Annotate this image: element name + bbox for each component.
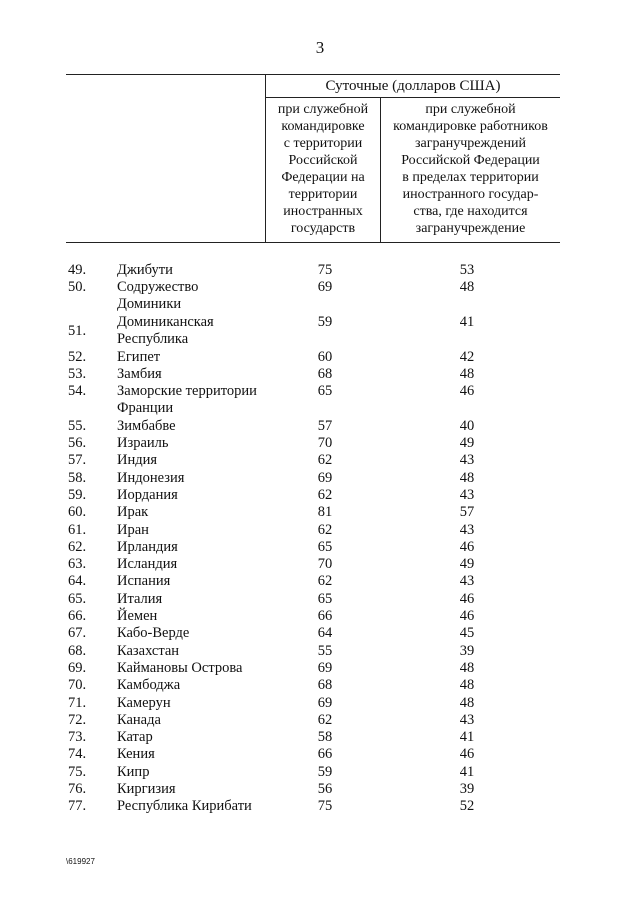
value-territory: 70 [317, 556, 333, 573]
country-name-line: Йемен [117, 608, 158, 624]
header-top-rule [66, 74, 560, 75]
table-row [0, 349, 640, 366]
row-number: 54. [68, 383, 87, 400]
row-number: 77. [68, 798, 87, 815]
header-line: ства, где находится [413, 204, 528, 219]
footer-code: \619927 [66, 857, 95, 866]
country-name-line: Индонезия [117, 469, 185, 486]
country-name [117, 695, 267, 712]
table-row [0, 573, 640, 590]
country-name [117, 539, 267, 556]
row-number: 66. [68, 608, 87, 624]
header-line: загранучреждение [415, 221, 526, 236]
table-row [0, 279, 640, 314]
country-name [117, 764, 267, 781]
table-row [0, 435, 640, 452]
table-row [0, 470, 640, 487]
value-mission: 46 [459, 608, 475, 624]
country-name [117, 712, 267, 729]
row-number: 59. [68, 486, 87, 503]
row-number: 75. [68, 763, 87, 780]
value-mission: 53 [459, 262, 475, 278]
value-territory: 64 [317, 625, 333, 642]
table-row [0, 712, 640, 729]
country-name [117, 349, 267, 366]
value-territory: 62 [317, 573, 333, 590]
table-row [0, 764, 640, 781]
header-line: при служебной [425, 102, 516, 117]
country-name-line: Зимбабве [117, 417, 176, 434]
value-mission: 46 [459, 383, 475, 400]
country-name-line: Джибути [117, 262, 173, 278]
value-territory: 66 [317, 608, 333, 624]
country-name-line: Заморские территории [117, 383, 257, 400]
value-territory: 59 [317, 763, 333, 780]
country-name [117, 608, 267, 625]
country-name-line: Египет [117, 348, 161, 365]
table-row [0, 262, 640, 279]
table-row [0, 746, 640, 763]
value-territory: 70 [317, 435, 333, 451]
header-line: в пределах территории [402, 170, 539, 185]
value-mission: 43 [459, 573, 475, 590]
row-number: 60. [68, 504, 87, 521]
row-number: 49. [68, 262, 87, 278]
value-mission: 43 [459, 521, 475, 538]
country-name [117, 781, 267, 798]
value-mission: 52 [459, 798, 475, 815]
row-number: 61. [68, 521, 87, 538]
country-name-line: Испания [117, 573, 171, 590]
country-name-line: Катар [117, 729, 153, 746]
header-sub-rule [265, 97, 560, 98]
country-name-line: Франции [117, 400, 174, 417]
header-line: иностранного государ- [402, 187, 539, 202]
value-mission: 48 [459, 469, 475, 486]
value-mission: 48 [459, 694, 475, 711]
value-mission: 39 [459, 781, 475, 797]
country-name [117, 487, 267, 504]
row-number: 64. [68, 573, 87, 590]
value-mission: 57 [459, 504, 475, 521]
value-territory: 57 [317, 417, 333, 434]
country-name-line: Иран [117, 521, 149, 538]
table-row [0, 660, 640, 677]
row-number: 73. [68, 729, 87, 746]
value-territory: 75 [317, 262, 333, 278]
table-row [0, 591, 640, 608]
value-territory: 65 [317, 538, 333, 555]
table-row [0, 452, 640, 469]
header-line: командировке работников [393, 119, 548, 134]
value-mission: 46 [459, 746, 475, 763]
value-territory: 81 [317, 504, 333, 521]
row-number: 76. [68, 781, 87, 797]
country-name-line: Италия [117, 590, 163, 607]
table-row [0, 695, 640, 712]
value-territory: 69 [317, 469, 333, 486]
page-number: 3 [315, 38, 325, 57]
table-row [0, 539, 640, 556]
header-line: территории [288, 187, 358, 202]
value-territory: 66 [317, 746, 333, 763]
row-number: 67. [68, 625, 87, 642]
value-territory: 65 [317, 590, 333, 607]
value-mission: 48 [459, 659, 475, 676]
country-name [117, 643, 267, 660]
value-mission: 43 [459, 486, 475, 503]
row-number: 56. [68, 435, 87, 451]
table-row [0, 487, 640, 504]
value-mission: 40 [459, 417, 475, 434]
country-name-line: Каймановы Острова [117, 659, 243, 676]
country-name [117, 435, 267, 452]
table-row [0, 383, 640, 418]
header-line: государств [290, 221, 356, 236]
country-name-line: Камбоджа [117, 677, 181, 694]
value-territory: 59 [317, 313, 333, 330]
row-number: 70. [68, 677, 87, 694]
country-name-line: Ирак [117, 504, 149, 521]
country-name [117, 452, 267, 469]
value-mission: 42 [459, 348, 475, 365]
country-name-line: Республика [117, 330, 189, 347]
header-line: Федерации на [281, 170, 365, 185]
country-name [117, 591, 267, 608]
country-name-line: Казахстан [117, 642, 180, 659]
header-line: при служебной [277, 102, 369, 117]
country-name-line: Израиль [117, 435, 169, 451]
country-name-line: Иордания [117, 486, 178, 503]
table-row [0, 504, 640, 521]
country-name [117, 383, 267, 417]
country-name-line: Индия [117, 452, 158, 469]
row-number: 68. [68, 642, 87, 659]
country-name [117, 573, 267, 590]
value-territory: 68 [317, 365, 333, 382]
country-name [117, 677, 267, 694]
table-row [0, 366, 640, 383]
value-mission: 49 [459, 556, 475, 573]
value-territory: 69 [317, 659, 333, 676]
country-name-line: Канада [117, 711, 161, 728]
table-row [0, 625, 640, 642]
value-mission: 43 [459, 711, 475, 728]
row-number: 52. [68, 348, 87, 365]
value-territory: 60 [317, 348, 333, 365]
country-name-line: Кипр [117, 763, 150, 780]
value-territory: 69 [317, 694, 333, 711]
row-number: 58. [68, 469, 87, 486]
table-row [0, 729, 640, 746]
value-mission: 41 [459, 763, 475, 780]
row-number: 57. [68, 452, 87, 469]
value-mission: 39 [459, 642, 475, 659]
country-name-line: Содружество [117, 279, 199, 296]
country-name-line: Исландия [117, 556, 178, 573]
row-number: 62. [68, 538, 87, 555]
value-mission: 48 [459, 677, 475, 694]
value-territory: 55 [317, 642, 333, 659]
country-name-line: Кабо-Верде [117, 625, 190, 642]
header-line: командировке [281, 119, 365, 134]
value-mission: 46 [459, 590, 475, 607]
table-row [0, 798, 640, 815]
value-mission: 43 [459, 452, 475, 469]
country-name [117, 522, 267, 539]
header-bottom-rule [66, 242, 560, 243]
country-name [117, 556, 267, 573]
country-name [117, 625, 267, 642]
country-name [117, 418, 267, 435]
value-territory: 75 [317, 798, 333, 815]
row-number: 71. [68, 694, 87, 711]
country-name [117, 660, 267, 677]
table-row [0, 314, 640, 349]
row-number: 65. [68, 590, 87, 607]
table-row [0, 522, 640, 539]
value-territory: 62 [317, 521, 333, 538]
row-number: 50. [68, 279, 87, 296]
header-col1 [266, 101, 380, 237]
value-mission: 48 [459, 279, 475, 296]
value-territory: 69 [317, 279, 333, 296]
table-row [0, 418, 640, 435]
value-territory: 68 [317, 677, 333, 694]
country-name-line: Камерун [117, 694, 171, 711]
country-name-line: Замбия [117, 365, 162, 382]
value-mission: 46 [459, 538, 475, 555]
value-territory: 56 [317, 781, 333, 797]
row-number: 69. [68, 659, 87, 676]
row-number: 53. [68, 365, 87, 382]
country-name-line: Республика Кирибати [117, 798, 252, 815]
country-name [117, 262, 267, 279]
table-row [0, 677, 640, 694]
country-name-line: Ирландия [117, 538, 178, 555]
value-mission: 49 [459, 435, 475, 451]
header-group-title: Суточные (долларов США) [325, 78, 501, 94]
country-name [117, 798, 267, 815]
country-name-line: Кения [117, 746, 155, 763]
value-territory: 65 [317, 383, 333, 400]
row-number: 63. [68, 556, 87, 573]
country-name [117, 470, 267, 487]
country-name [117, 504, 267, 521]
header-line: Российской [288, 153, 358, 168]
table-row [0, 556, 640, 573]
value-mission: 48 [459, 365, 475, 382]
value-territory: 62 [317, 486, 333, 503]
country-name-line: Доминики [117, 296, 182, 313]
header-line: с территории [283, 136, 363, 151]
country-name [117, 729, 267, 746]
country-name [117, 366, 267, 383]
country-name [117, 279, 267, 313]
country-name [117, 314, 267, 348]
value-mission: 41 [459, 313, 475, 330]
value-territory: 62 [317, 711, 333, 728]
row-number: 72. [68, 711, 87, 728]
value-territory: 62 [317, 452, 333, 469]
row-number: 51. [68, 322, 87, 339]
value-mission: 41 [459, 729, 475, 746]
header-line: загранучреждений [415, 136, 526, 151]
header-line: Российской Федерации [401, 153, 540, 168]
row-number: 55. [68, 417, 87, 434]
country-name-line: Доминиканская [117, 313, 214, 330]
table-row [0, 608, 640, 625]
value-mission: 45 [459, 625, 475, 642]
header-col2 [381, 101, 560, 237]
row-number: 74. [68, 746, 87, 763]
table-row [0, 643, 640, 660]
header-line: иностранных [283, 204, 363, 219]
value-territory: 58 [317, 729, 333, 746]
country-name [117, 746, 267, 763]
table-row [0, 781, 640, 798]
country-name-line: Киргизия [117, 781, 176, 797]
